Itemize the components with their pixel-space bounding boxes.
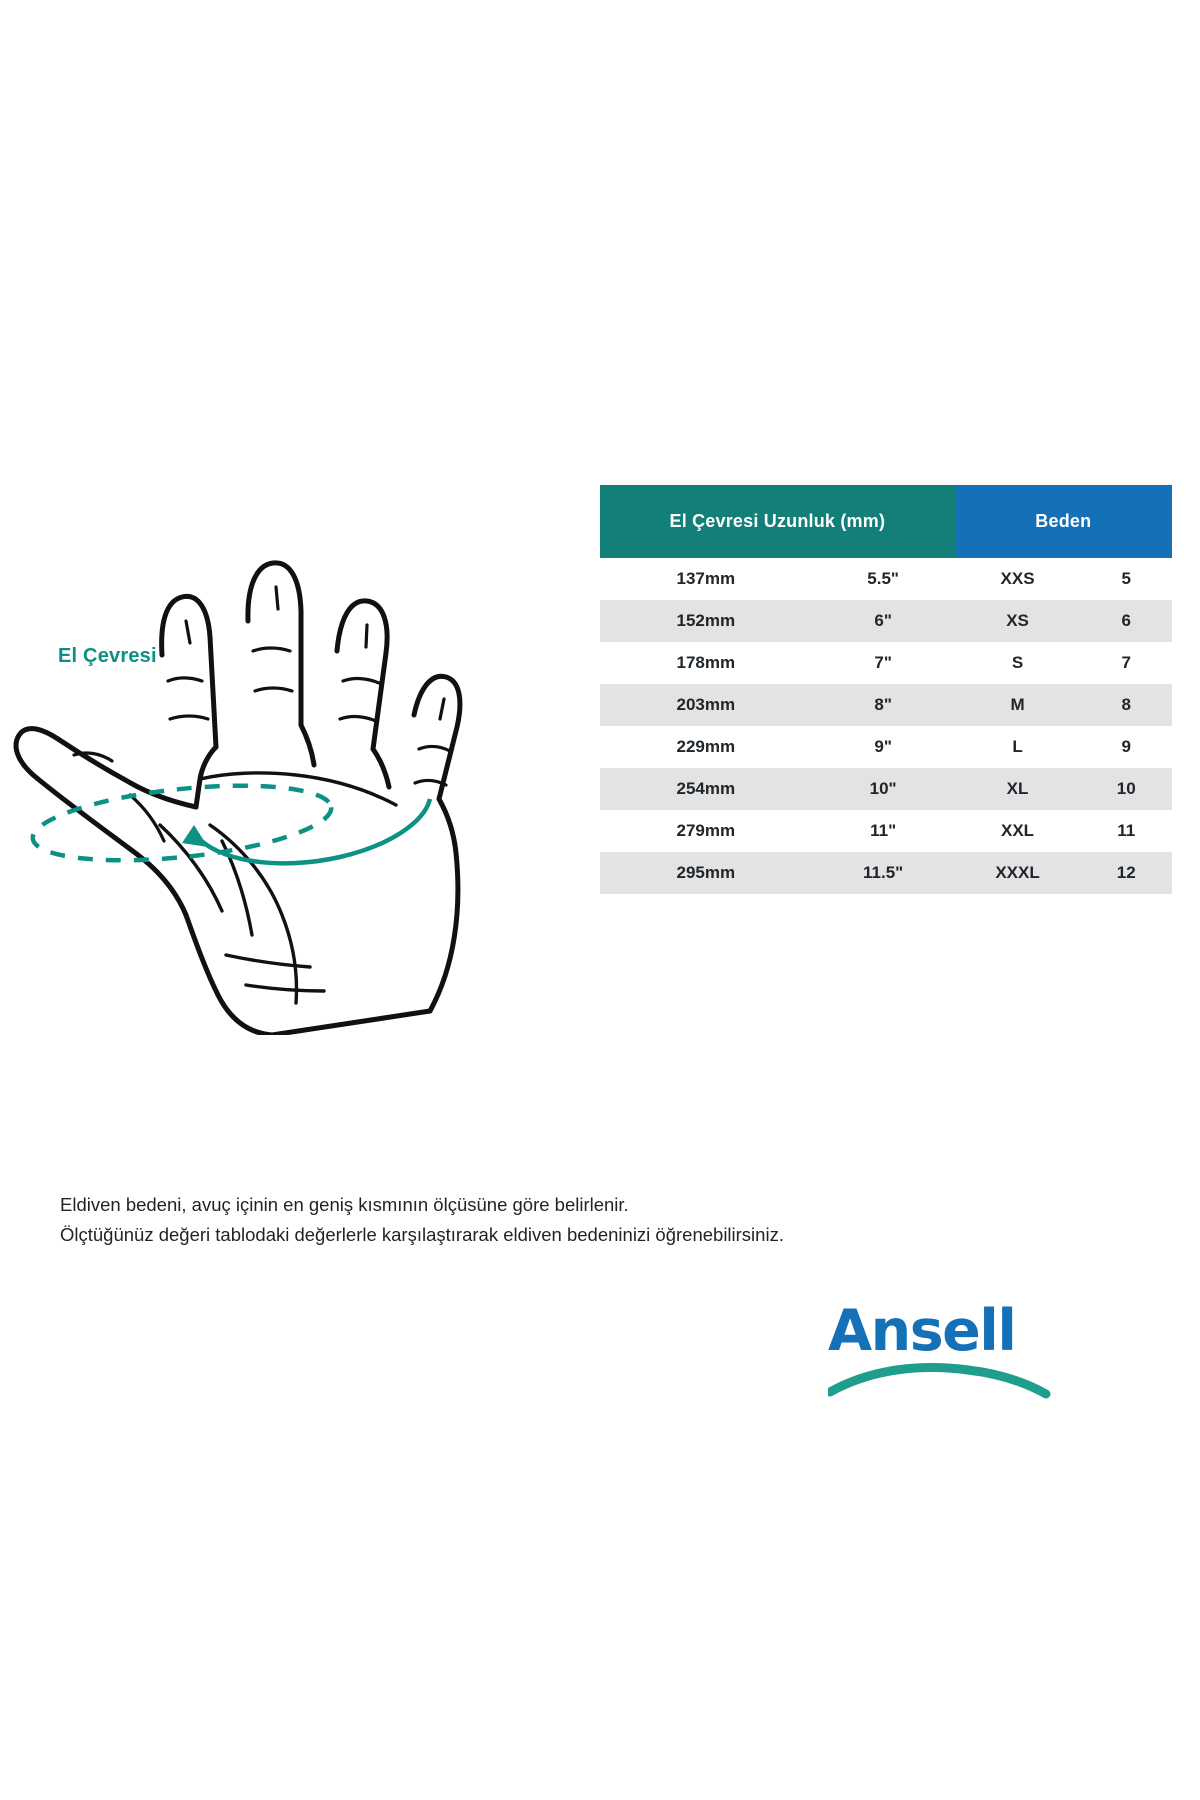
- cell-mm: 254mm: [600, 768, 812, 810]
- table-row: [600, 600, 1172, 642]
- table-header-row: [600, 485, 1172, 558]
- cell-number: 11: [1080, 810, 1172, 852]
- cell-mm: 203mm: [600, 684, 812, 726]
- cell-number: 8: [1080, 684, 1172, 726]
- hand-palm-outline-icon: [10, 355, 570, 1035]
- table-row: [600, 684, 1172, 726]
- cell-number: 10: [1080, 768, 1172, 810]
- ansell-swoosh-icon: [828, 1362, 1068, 1402]
- table-row: [600, 726, 1172, 768]
- cell-mm: 152mm: [600, 600, 812, 642]
- brand-name: Ansell: [828, 1298, 1016, 1364]
- table-row: [600, 810, 1172, 852]
- cell-inch: 8": [812, 684, 955, 726]
- cell-number: 9: [1080, 726, 1172, 768]
- cell-mm: 137mm: [600, 558, 812, 600]
- cell-inch: 11": [812, 810, 955, 852]
- cell-inch: 11.5": [812, 852, 955, 894]
- instructions-line-2: Ölçtüğünüz değeri tablodaki değerlerle karşılaştırarak eldiven bedeninizi öğrenebilirsiniz.: [60, 1223, 784, 1245]
- cell-size: L: [955, 726, 1081, 768]
- cell-number: 12: [1080, 852, 1172, 894]
- cell-size: M: [955, 684, 1081, 726]
- cell-number: 6: [1080, 600, 1172, 642]
- cell-inch: 10": [812, 768, 955, 810]
- cell-size: XXXL: [955, 852, 1081, 894]
- cell-inch: 5.5": [812, 558, 955, 600]
- table-row: [600, 852, 1172, 894]
- table-row: [600, 642, 1172, 684]
- instructions-line-1: Eldiven bedeni, avuç içinin en geniş kısmının ölçüsüne göre belirlenir.: [60, 1194, 629, 1215]
- hand-circumference-label: El Çevresi: [58, 645, 157, 667]
- table-row: [600, 558, 1172, 600]
- size-table: [600, 485, 1172, 894]
- cell-inch: 9": [812, 726, 955, 768]
- cell-mm: 295mm: [600, 852, 812, 894]
- cell-mm: 178mm: [600, 642, 812, 684]
- cell-size: XXL: [955, 810, 1081, 852]
- cell-size: XL: [955, 768, 1081, 810]
- cell-number: 5: [1080, 558, 1172, 600]
- cell-inch: 7": [812, 642, 955, 684]
- header-hand-circumference: El Çevresi Uzunluk (mm): [600, 485, 955, 558]
- cell-inch: 6": [812, 600, 955, 642]
- cell-size: XXS: [955, 558, 1081, 600]
- hand-diagram: [10, 355, 570, 1035]
- cell-mm: 229mm: [600, 726, 812, 768]
- cell-size: XS: [955, 600, 1081, 642]
- size-table-body: [600, 558, 1172, 894]
- ansell-logo: [828, 1298, 1068, 1408]
- cell-mm: 279mm: [600, 810, 812, 852]
- cell-number: 7: [1080, 642, 1172, 684]
- header-size: Beden: [955, 485, 1172, 558]
- table-row: [600, 768, 1172, 810]
- cell-size: S: [955, 642, 1081, 684]
- size-table-head: [600, 485, 1172, 558]
- instructions-text: [60, 1190, 1060, 1250]
